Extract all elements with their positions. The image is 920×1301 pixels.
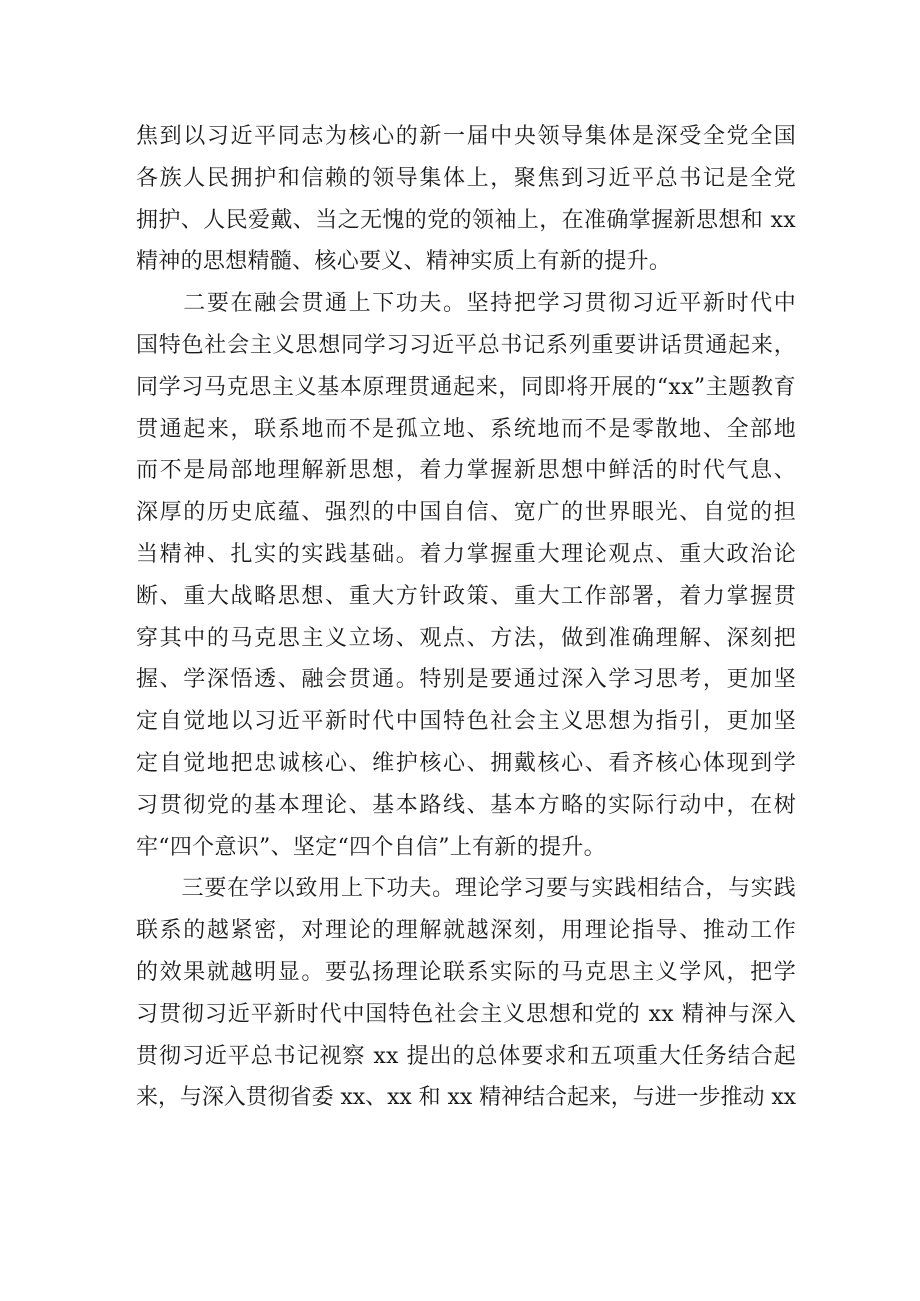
paragraph-1 <box>136 116 796 283</box>
text-line: 习贯彻习近平新时代中国特色社会主义思想和党的 xx 精神与深入 <box>136 1001 796 1027</box>
text-line: 习贯彻党的基本理论、基本路线、基本方略的实际行动中，在树 <box>136 792 796 818</box>
text-line: 拥护、人民爱戴、当之无愧的党的领袖上，在准确掌握新思想和 xx <box>136 207 796 233</box>
text-line: 精神的思想精髓、核心要义、精神实质上有新的提升。 <box>136 249 672 275</box>
text-line: 贯彻习近平总书记视察 xx 提出的总体要求和五项重大任务结合起 <box>136 1043 796 1069</box>
text-line: 同学习马克思主义基本原理贯通起来，同即将开展的“xx”主题教育 <box>136 374 796 400</box>
text-line: 定自觉地把忠诚核心、维护核心、拥戴核心、看齐核心体现到学 <box>136 750 796 776</box>
text-line: 的效果就越明显。要弘扬理论联系实际的马克思主义学风，把学 <box>136 959 796 985</box>
text-line: 焦到以习近平同志为核心的新一届中央领导集体是深受全党全国 <box>136 124 796 149</box>
text-line: 二要在融会贯通上下功夫。坚持把学习贯彻习近平新时代中 <box>136 291 796 317</box>
text-line: 当精神、扎实的实践基础。着力掌握重大理论观点、重大政治论 <box>136 541 796 567</box>
paragraph-3 <box>136 868 796 1119</box>
text-line: 联系的越紧密，对理论的理解就越深刻，用理论指导、推动工作 <box>136 918 796 944</box>
text-line: 断、重大战略思想、重大方针政策、重大工作部署，着力掌握贯 <box>136 583 796 609</box>
text-line: 握、学深悟透、融会贯通。特别是要通过深入学习思考，更加坚 <box>136 667 796 693</box>
text-line: 定自觉地以习近平新时代中国特色社会主义思想为指引，更加坚 <box>136 709 796 735</box>
text-line: 来，与深入贯彻省委 xx、xx 和 xx 精神结合起来，与进一步推动 xx <box>136 1085 796 1111</box>
text-line: 而不是局部地理解新思想，着力掌握新思想中鲜活的时代气息、 <box>136 458 796 484</box>
text-line: 穿其中的马克思主义立场、观点、方法，做到准确理解、深刻把 <box>136 625 796 651</box>
text-line: 各族人民拥护和信赖的领导集体上，聚焦到习近平总书记是全党 <box>136 165 796 191</box>
text-line: 深厚的历史底蕴、强烈的中国自信、宽广的世界眼光、自觉的担 <box>136 500 796 526</box>
text-line: 三要在学以致用上下功夫。理论学习要与实践相结合，与实践 <box>136 876 796 902</box>
document-body <box>136 116 796 1119</box>
text-line: 牢“四个意识”、坚定“四个自信”上有新的提升。 <box>136 834 606 860</box>
paragraph-2 <box>136 283 796 868</box>
text-line: 国特色社会主义思想同学习习近平总书记系列重要讲话贯通起来， <box>136 332 796 358</box>
text-line: 贯通起来，联系地而不是孤立地、系统地而不是零散地、全部地 <box>136 416 796 442</box>
